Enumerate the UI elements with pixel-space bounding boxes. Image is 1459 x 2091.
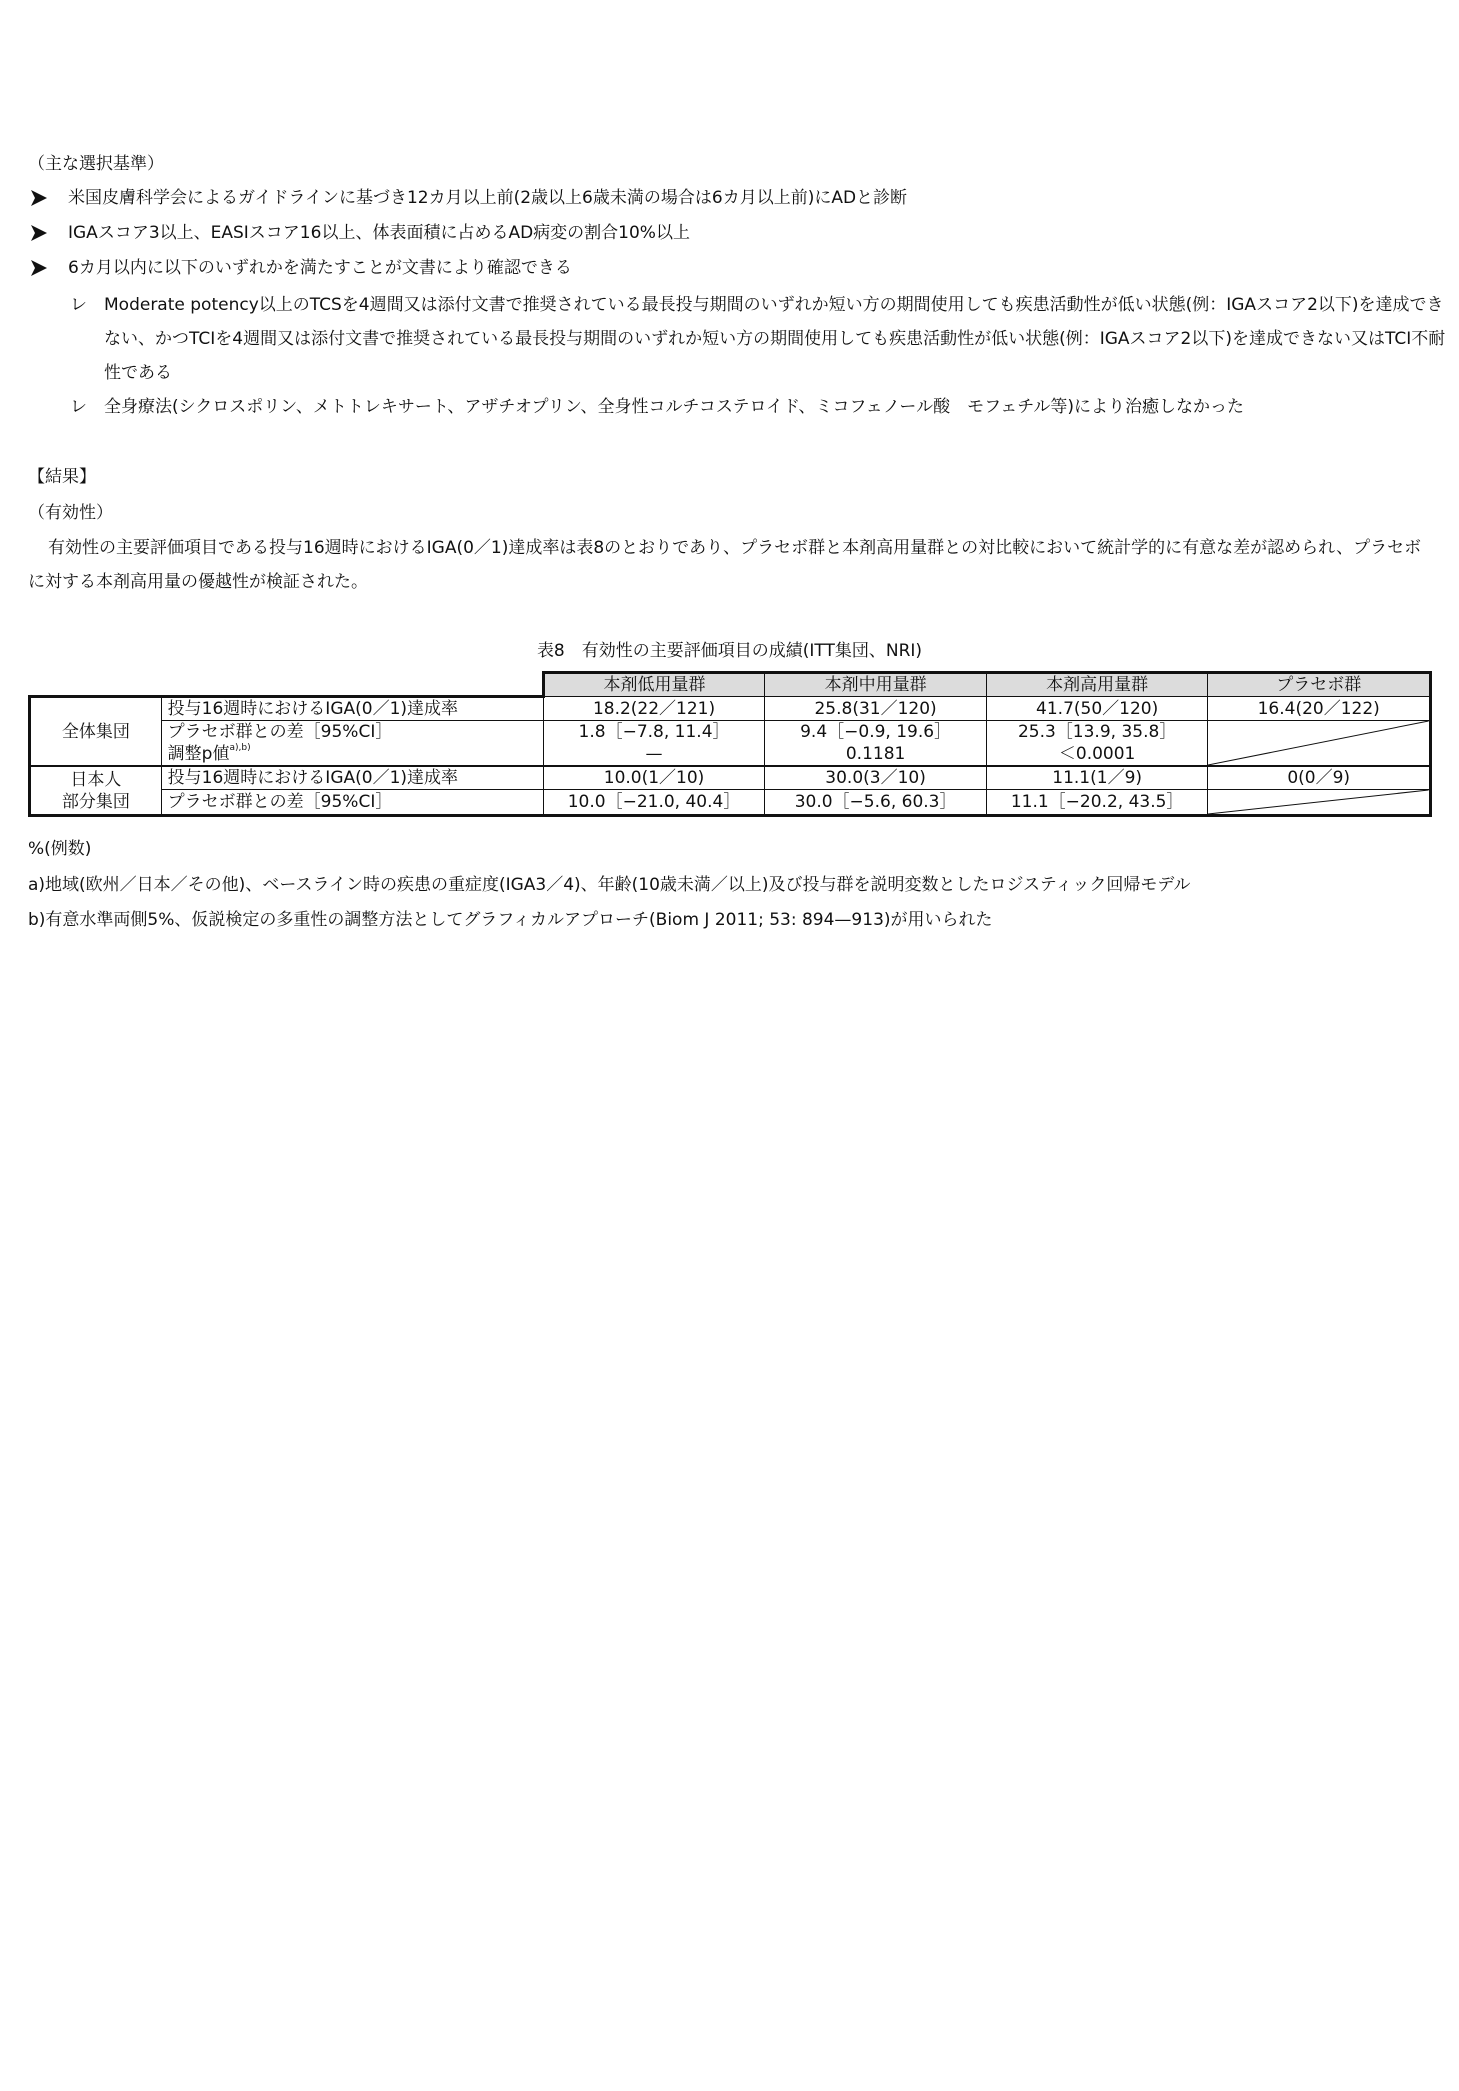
selection-heading: （主な選択基準） xyxy=(28,154,164,174)
table-cell xyxy=(986,721,1208,767)
diff-value: 9.4［−0.9, 19.6］ xyxy=(800,722,952,742)
results-paragraph: 有効性の主要評価項目である投与16週時におけるIGA(0／1)達成率は表8のとおりであり、プラセボ群と本剤高用量群との対比較において統計学的に有意な差が認められ、プラセボに対する本剤高用量の優越性が検証された。 xyxy=(28,538,1422,592)
table-cell: 41.7(50／120) xyxy=(986,697,1208,721)
p-value: ＜0.0001 xyxy=(1058,744,1136,764)
group-label-line: 部分集団 xyxy=(61,791,130,812)
row-label: 投与16週時におけるIGA(0／1)達成率 xyxy=(161,766,543,790)
check-mark-icon: レ xyxy=(70,397,87,417)
table-cell xyxy=(765,721,987,767)
criteria-item-text: 米国皮膚科学会によるガイドラインに基づき12カ月以上前(2歳以上6歳未満の場合は6カ月以上前)にADと診断 xyxy=(68,188,908,208)
efficacy-subheading: （有効性） xyxy=(28,503,113,523)
arrow-bullet-icon xyxy=(30,259,48,277)
column-header: プラセボ群 xyxy=(1208,673,1431,697)
table-cell: 0(0／9) xyxy=(1208,766,1431,790)
efficacy-table xyxy=(28,671,1432,817)
group-label: 全体集団 xyxy=(30,697,162,767)
table-cell: 16.4(20／122) xyxy=(1208,697,1431,721)
results-heading: 【結果】 xyxy=(28,467,96,487)
footnote-a: a)地域(欧州／日本／その他)、ベースライン時の疾患の重症度(IGA3／4)、年齢(10歳未満／以上)及び投与群を説明変数としたロジスティック回帰モデル xyxy=(28,875,1191,895)
empty-diagonal-cell xyxy=(1208,721,1431,767)
table-cell: 10.0(1／10) xyxy=(543,766,765,790)
criteria-item xyxy=(28,187,1438,222)
group-label-line: 日本人 xyxy=(70,769,122,790)
footnote-ref: a),b) xyxy=(229,743,251,753)
row-label: プラセボ群との差［95%CI］ xyxy=(161,790,543,816)
table-cell: 25.8(31／120) xyxy=(765,697,987,721)
column-header: 本剤高用量群 xyxy=(986,673,1208,697)
row-label: 投与16週時におけるIGA(0／1)達成率 xyxy=(161,697,543,721)
criteria-item-text: 6カ月以内に以下のいずれかを満たすことが文書により確認できる xyxy=(68,258,572,278)
row-label-sub xyxy=(168,743,537,765)
check-mark-icon: レ xyxy=(70,295,87,315)
footnote-unit: %(例数) xyxy=(28,839,92,859)
table-caption: 表8 有効性の主要評価項目の成績(ITT集団、NRI) xyxy=(536,641,923,661)
empty-diagonal-cell xyxy=(1208,790,1431,816)
footnote-b: b)有意水準両側5%、仮説検定の多重性の調整方法としてグラフィカルアプローチ(Biom J 2011; 53: 894—913)が用いられた xyxy=(28,910,993,930)
row-label-cell xyxy=(161,721,543,767)
selection-criteria-list xyxy=(28,187,1446,424)
row-label: プラセボ群との差［95%CI］ xyxy=(167,722,393,742)
criteria-subitem-text: Moderate potency以上のTCSを4週間又は添付文書で推奨されている最長投与期間のいずれか短い方の期間使用しても疾患活動性が低い状態(例：IGAスコア2以下)を達成できない、かつTCIを4週間又は添付文書で推奨されている最長投与期間のいずれか短い方の期間使用しても疾患活動性が低い状態(例：IGAスコア2以下)を達成できない又はTCI不耐性である xyxy=(104,295,1446,383)
table-row xyxy=(30,721,1431,767)
column-header: 本剤低用量群 xyxy=(543,673,765,697)
table-corner xyxy=(30,673,544,697)
criteria-item xyxy=(28,222,1438,257)
table-cell: 11.1(1／9) xyxy=(986,766,1208,790)
diff-value: 25.3［13.9, 35.8］ xyxy=(1017,722,1177,742)
criteria-item-text: IGAスコア3以上、EASIスコア16以上、体表面積に占めるAD病変の割合10%以上 xyxy=(68,223,690,243)
table-row xyxy=(30,697,1431,721)
column-header: 本剤中用量群 xyxy=(765,673,987,697)
table-cell: 10.0［−21.0, 40.4］ xyxy=(543,790,765,816)
p-value: — xyxy=(645,744,663,764)
group-label xyxy=(30,766,162,816)
table-header-row xyxy=(30,673,1431,697)
p-value: 0.1181 xyxy=(845,744,906,764)
arrow-bullet-icon xyxy=(30,189,48,207)
diff-value: 1.8［−7.8, 11.4］ xyxy=(578,722,730,742)
table-cell xyxy=(543,721,765,767)
criteria-subitem-text: 全身療法(シクロスポリン、メトトレキサート、アザチオプリン、全身性コルチコステロイド、ミコフェノール酸 モフェチル等)により治癒しなかった xyxy=(104,397,1245,417)
diagonal-line xyxy=(1208,790,1429,814)
table-cell: 11.1［−20.2, 43.5］ xyxy=(986,790,1208,816)
table-cell: 30.0［−5.6, 60.3］ xyxy=(765,790,987,816)
table-row xyxy=(30,766,1431,790)
table-row xyxy=(30,790,1431,816)
diagonal-line xyxy=(1208,721,1429,765)
table-cell: 18.2(22／121) xyxy=(543,697,765,721)
criteria-item xyxy=(28,257,1438,292)
arrow-bullet-icon xyxy=(30,224,48,242)
row-label-pvalue: 調整p値 xyxy=(167,744,230,764)
table-cell: 30.0(3／10) xyxy=(765,766,987,790)
criteria-subitem xyxy=(28,390,1438,424)
criteria-subitem xyxy=(28,288,1446,390)
